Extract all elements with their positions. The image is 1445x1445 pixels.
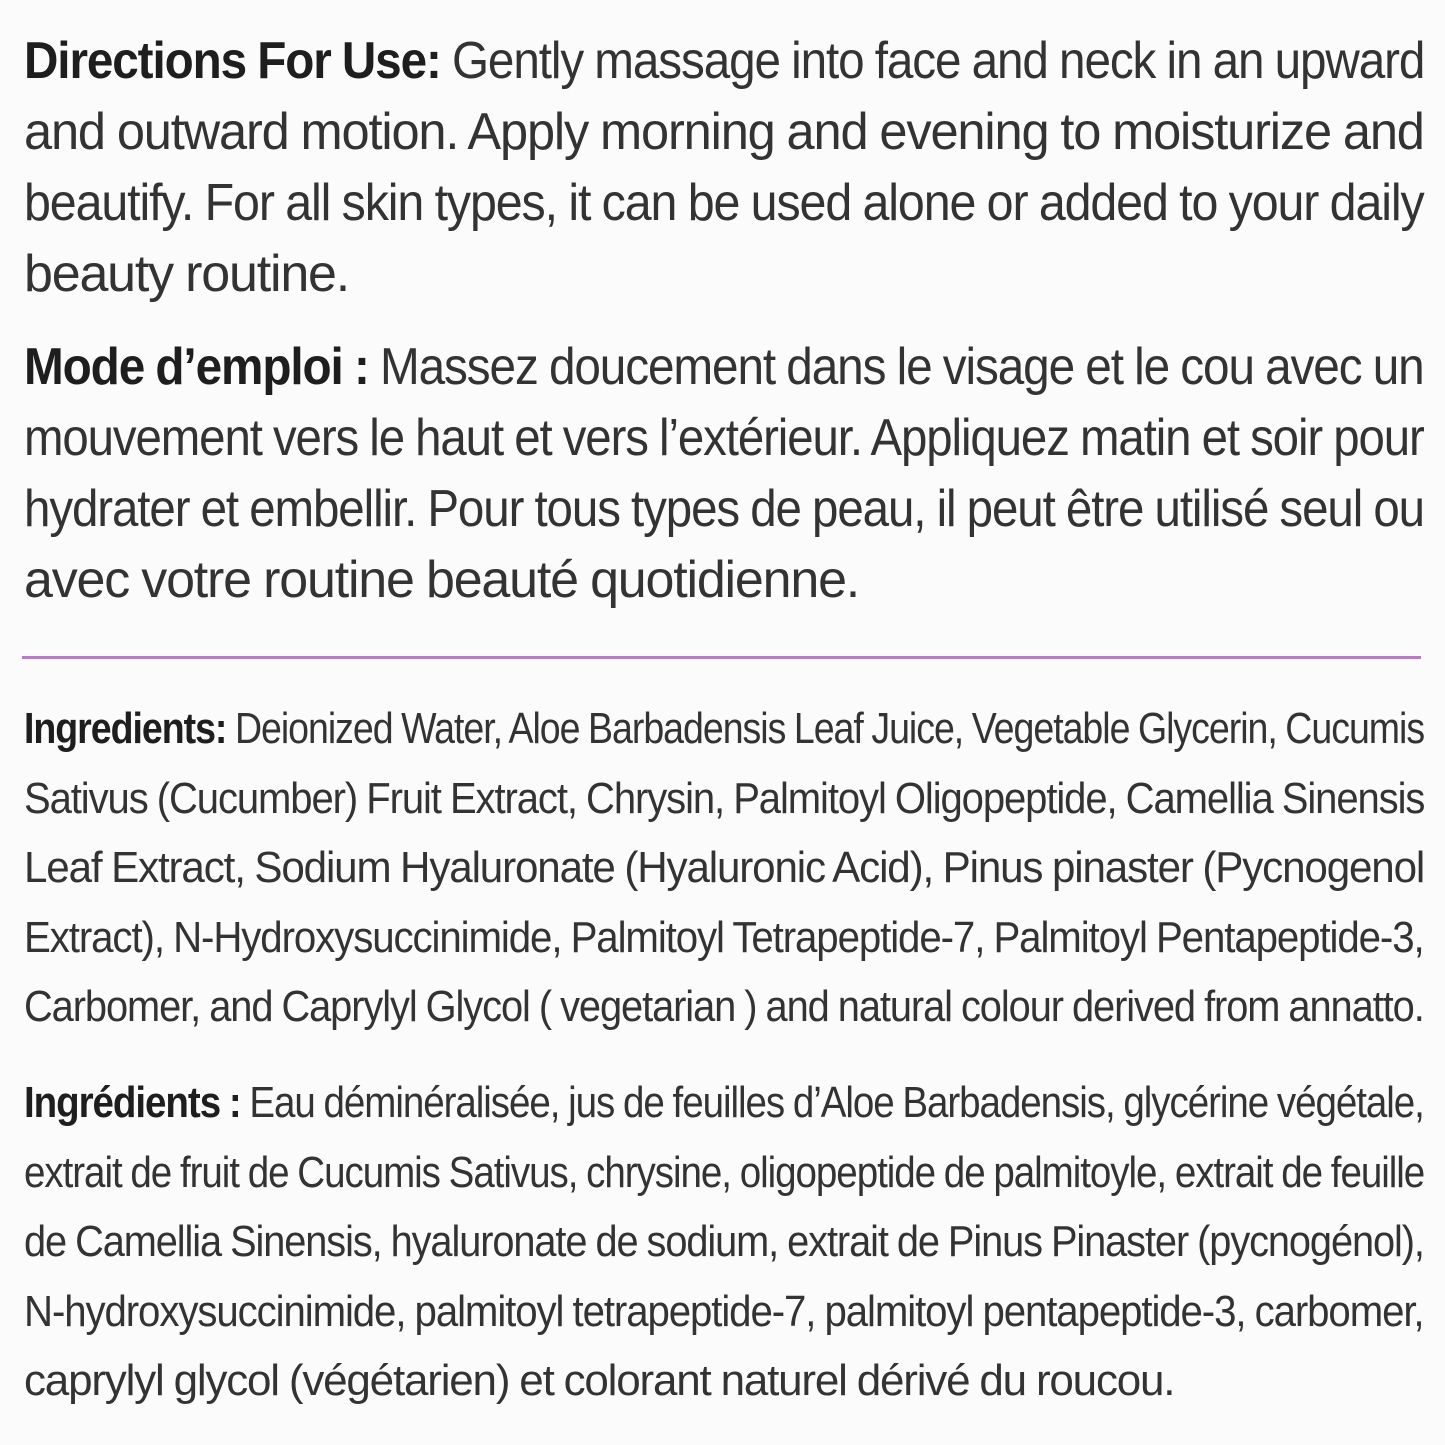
- text-line: Carbomer, and Caprylyl Glycol ( vegetarian ) and natural colour derived from annatto.: [24, 982, 1424, 1031]
- text-line: N-hydroxysuccinimide, palmitoyl tetrapeptide-7, palmitoyl pentapeptide-3, carbomer,: [24, 1286, 1424, 1336]
- ingredients-fr-heading: Ingrédients :: [24, 1078, 241, 1127]
- text-line: beautify. For all skin types, it can be used alone or added to your daily: [24, 174, 1424, 232]
- ingredients-en-heading: Ingredients:: [24, 704, 227, 753]
- text-line: mouvement vers le haut et vers l’extérieur. Appliquez matin et soir pour: [24, 409, 1424, 467]
- text-line: Ingredients: Deionized Water, Aloe Barbadensis Leaf Juice, Vegetable Glycerin, Cucumis: [24, 704, 1425, 753]
- text-line: de Camellia Sinensis, hyaluronate de sodium, extrait de Pinus Pinaster (pycnogénol),: [24, 1217, 1424, 1266]
- text-line: Sativus (Cucumber) Fruit Extract, Chrysin, Palmitoyl Oligopeptide, Camellia Sinensis: [24, 773, 1425, 823]
- text-line: Mode d’emploi : Massez doucement dans le visage et le cou avec un: [24, 338, 1424, 396]
- directions-fr-heading: Mode d’emploi :: [24, 338, 369, 396]
- text-line: extrait de fruit de Cucumis Sativus, chrysine, oligopeptide de palmitoyle, extrait de feuille: [24, 1147, 1425, 1197]
- text-line: Directions For Use: Gently massage into face and neck in an upward: [24, 32, 1425, 90]
- directions-en-heading: Directions For Use:: [24, 32, 441, 90]
- text-line: Leaf Extract, Sodium Hyaluronate (Hyaluronic Acid), Pinus pinaster (Pycnogenol: [24, 843, 1425, 892]
- ingredients-en-paragraph: [24, 694, 1424, 1042]
- section-divider: [22, 656, 1421, 659]
- text-line: beauty routine.: [24, 245, 350, 303]
- directions-fr-paragraph: [24, 332, 1424, 616]
- ingredients-fr-paragraph: [24, 1068, 1424, 1416]
- text-line: Ingrédients : Eau déminéralisée, jus de feuilles d’Aloe Barbadensis, glycérine végétale,: [24, 1078, 1424, 1127]
- text-line: hydrater et embellir. Pour tous types de peau, il peut être utilisé seul ou: [24, 480, 1424, 538]
- text-line: avec votre routine beauté quotidienne.: [24, 551, 860, 609]
- text-line: Extract), N-Hydroxysuccinimide, Palmitoyl Tetrapeptide-7, Palmitoyl Pentapeptide-3,: [24, 912, 1424, 962]
- directions-en-paragraph: [24, 26, 1424, 310]
- text-line: caprylyl glycol (végétarien) et colorant naturel dérivé du roucou.: [24, 1356, 1175, 1405]
- text-line: and outward motion. Apply morning and evening to moisturize and: [24, 103, 1424, 161]
